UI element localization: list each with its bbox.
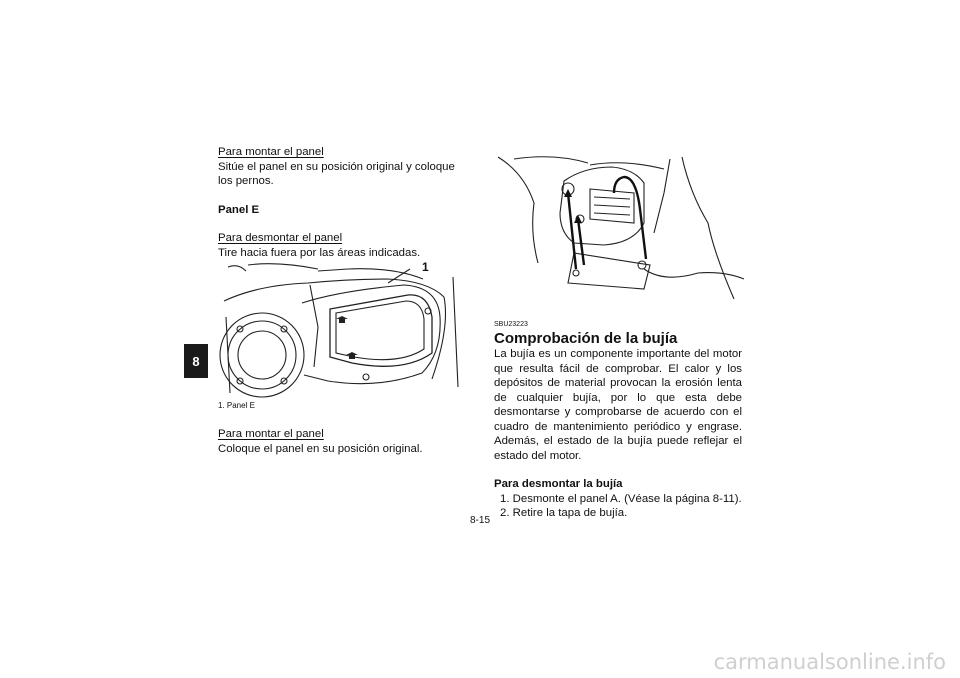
spark-plug-illustration (494, 153, 746, 301)
subheading-mount-panel-2: Para montar el panel (218, 428, 324, 440)
paragraph-remove-panel: Tire hacia fuera por las áreas indicadas. (218, 246, 421, 259)
right-column (494, 320, 742, 521)
left-column (218, 145, 468, 260)
list-item: 1. Desmonte el panel A. (Véase la página 8-11). (500, 492, 742, 505)
section-heading-spark-plug: Comprobación de la bujía (494, 330, 678, 347)
chapter-tab (184, 344, 208, 378)
page-number: 8-15 (469, 515, 490, 526)
panel-e-drawing (218, 257, 470, 399)
footer-watermark: carmanualsonline.info (713, 650, 946, 674)
paragraph-mount-panel: Sitúe el panel en su posición original y coloque los pernos. (218, 160, 455, 187)
paragraph-spark-plug: La bujía es un componente importante del motor que resulta fácil de comprobar. El calor y los depósitos de material provocan la erosión lenta de cualquier bujía, por lo que esta debe desmontarse y comprobarse de acuerdo con el cuadro de mantenimiento periódico y engrase. Además, el estado de la bujía puede reflejar el estado del motor. (494, 348, 742, 462)
figure-callout-1: 1 (422, 260, 429, 274)
left-column-lower (218, 401, 468, 456)
subheading-mount-panel: Para montar el panel (218, 146, 324, 158)
chapter-tab-label: 8 (192, 353, 200, 369)
spark-plug-drawing (494, 153, 746, 301)
paragraph-mount-panel-2: Coloque el panel en su posición original. (218, 442, 423, 455)
subheading-remove-panel: Para desmontar el panel (218, 232, 343, 244)
subheading-remove-spark-plug: Para desmontar la bujía (494, 478, 623, 490)
section-code: SBU23223 (494, 321, 528, 328)
panel-e-illustration (218, 257, 470, 399)
figure-caption: 1. Panel E (218, 401, 255, 410)
list-item: 2. Retire la tapa de bujía. (500, 507, 628, 519)
section-heading-panel-e: Panel E (218, 203, 260, 216)
